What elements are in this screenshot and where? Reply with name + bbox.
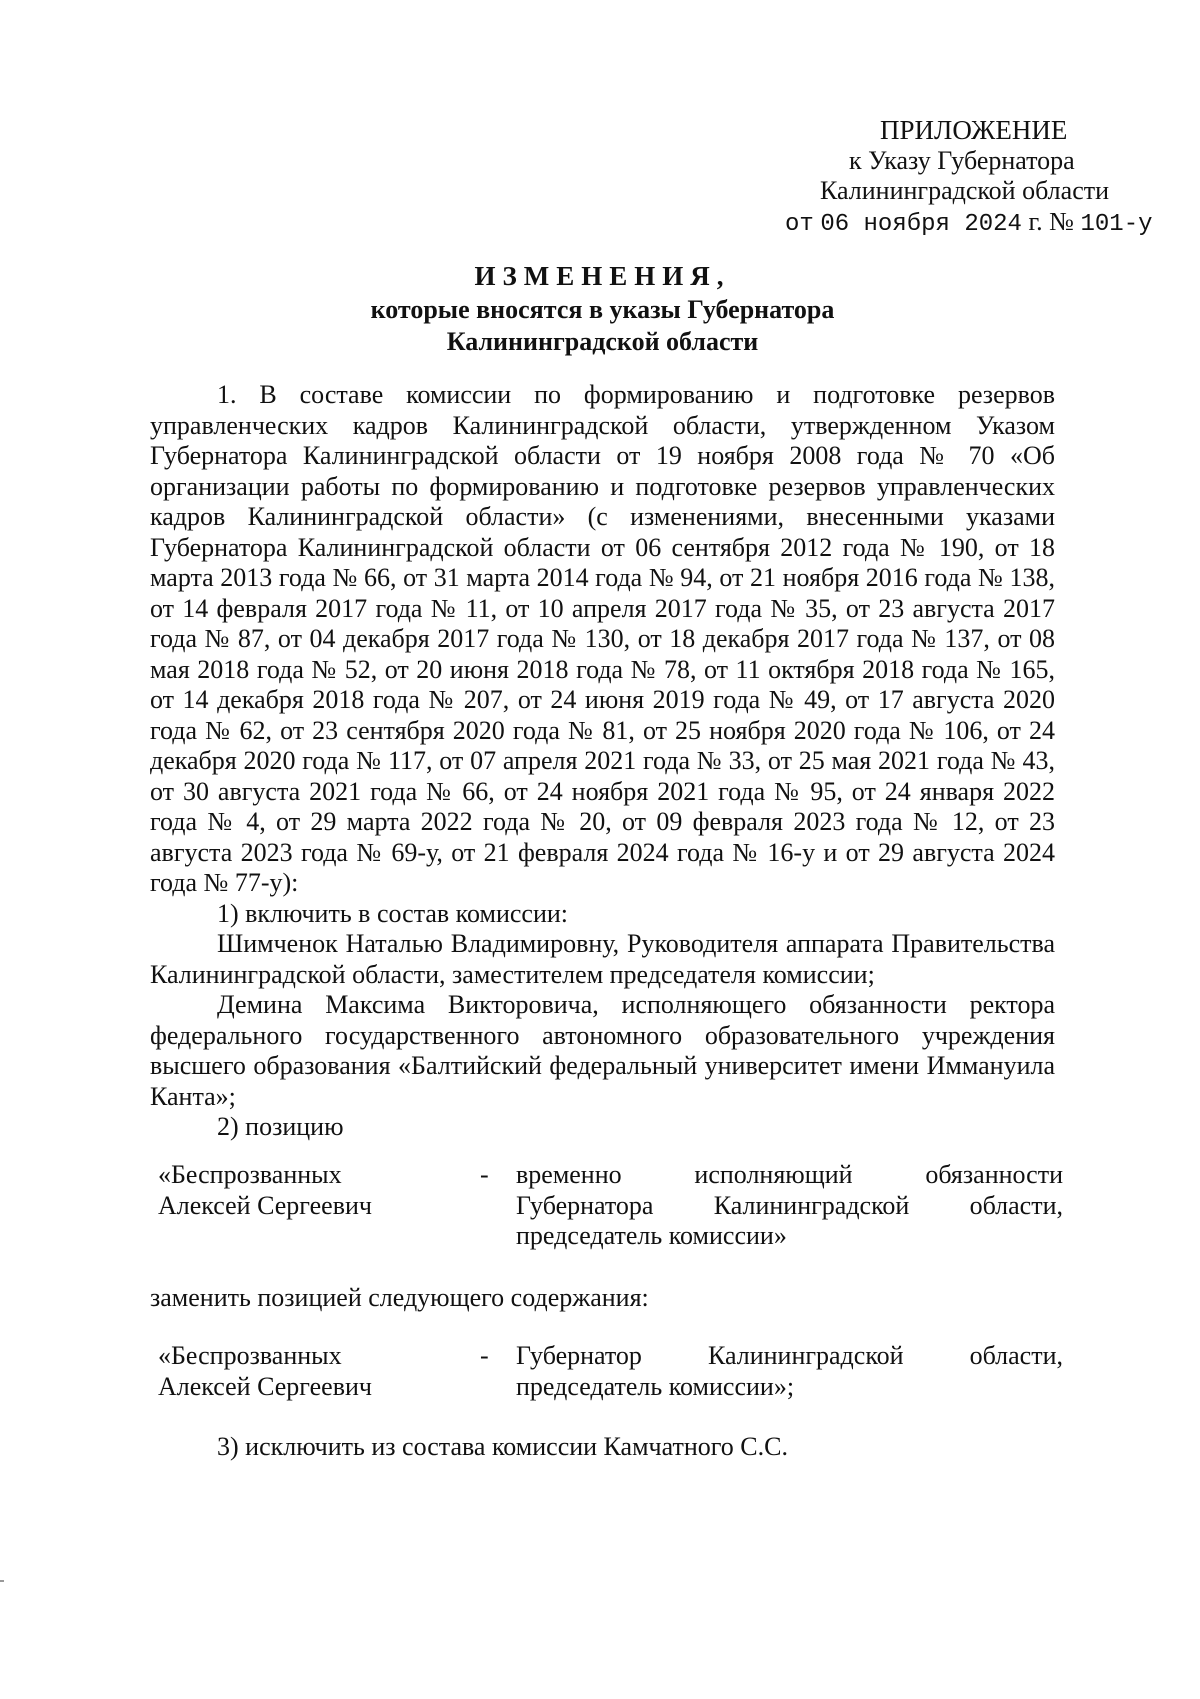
heading-subtitle-1: которые вносятся в указы Губернатора — [370, 295, 835, 324]
new-position-surname: «Беспрозванных — [158, 1341, 342, 1370]
appendix-date-suffix: г. № — [1028, 206, 1074, 236]
appendix-number: 101-у — [1080, 210, 1153, 238]
heading-title: ИЗМЕНЕНИЯ, — [474, 261, 731, 291]
old-position-table — [158, 1160, 1063, 1252]
paragraph-1: 1. В составе комиссии по формированию и подготовке резервов управленческих кадров Калининградской области, утвержденном Указом Губернатора Калининградской области от 19 ноября 2008 года № 70 «Об организации работы по формированию и подготовке резервов управленческих кадров Калининградской области» (с изменениями, внесенными указами Губернатора Калининградской области от 06 сентября 2012 года № 190, от 18 марта 2013 года № 66, от 31 марта 2014 года № 94, от 21 ноября 2016 года № 138, от 14 февраля 2017 года № 11, от 10 апреля 2017 года № 35, от 23 августа 2017 года № 87, от 04 декабря 2017 года № 130, от 18 декабря 2017 года № 137, от 08 мая 2018 года № 52, от 20 июня 2018 года № 78, от 11 октября 2018 года № 165, от 14 декабря 2018 года № 207, от 24 июня 2019 года № 49, от 17 августа 2020 года № 62, от 23 сентября 2020 года № 81, от 25 ноября 2020 года № 106, от 24 декабря 2020 года № 117, от 07 апреля 2021 года № 33, от 25 мая 2021 года № 43, от 30 августа 2021 года № 66, от 24 ноября 2021 года № 95, от 24 января 2022 года № 4, от 29 марта 2022 года № 20, от 09 февраля 2023 года № 12, от 23 августа 2023 года № 69-у, от 21 февраля 2024 года № 16-у и от 29 августа 2024 года № 77-у): — [150, 380, 1055, 897]
document-body — [150, 380, 1055, 1143]
appendix-date: 06 ноября 2024 — [820, 210, 1022, 238]
appendix-header — [760, 115, 1180, 240]
old-position-description: временно исполняющий обязанности Губернатора Калининградской области, председатель комиссии» — [516, 1160, 1063, 1250]
document-heading — [150, 258, 1055, 358]
old-position-dash: - — [480, 1160, 489, 1189]
item-2: 2) позицию — [217, 1112, 344, 1141]
heading-subtitle-2: Калининградской области — [446, 327, 759, 356]
item-1-person-1: Шимченок Наталью Владимировну, Руководителя аппарата Правительства Калининградской области, заместителем председателя комиссии; — [150, 929, 1055, 989]
new-position-description: Губернатор Калининградской области, председатель комиссии»; — [516, 1341, 1063, 1401]
new-position-dash: - — [480, 1341, 489, 1370]
appendix-region: Калининградской области — [820, 176, 1110, 205]
appendix-decree-ref: к Указу Губернатора — [849, 145, 1075, 175]
new-position-name — [158, 1341, 480, 1402]
item-3: 3) исключить из состава комиссии Камчатного С.С. — [217, 1432, 788, 1461]
item-1: 1) включить в состав комиссии: — [217, 898, 568, 928]
new-position-given-names: Алексей Сергеевич — [158, 1371, 372, 1401]
item-1-person-2: Демина Максима Викторовича, исполняющего обязанности ректора федерального государственного автономного образовательного учреждения высшего образования «Балтийский федеральный университет имени Иммануила Канта»; — [150, 990, 1055, 1111]
scan-mark — [0, 1580, 4, 1582]
old-position-given-names: Алексей Сергеевич — [158, 1190, 372, 1220]
appendix-date-prefix: от — [785, 210, 814, 238]
appendix-title: ПРИЛОЖЕНИЕ — [880, 115, 1068, 145]
old-position-surname: «Беспрозванных — [158, 1160, 342, 1189]
replace-instruction: заменить позицией следующего содержания: — [150, 1283, 649, 1312]
appendix-date-line — [760, 207, 1180, 241]
old-position-name — [158, 1160, 480, 1252]
new-position-table — [158, 1341, 1063, 1402]
